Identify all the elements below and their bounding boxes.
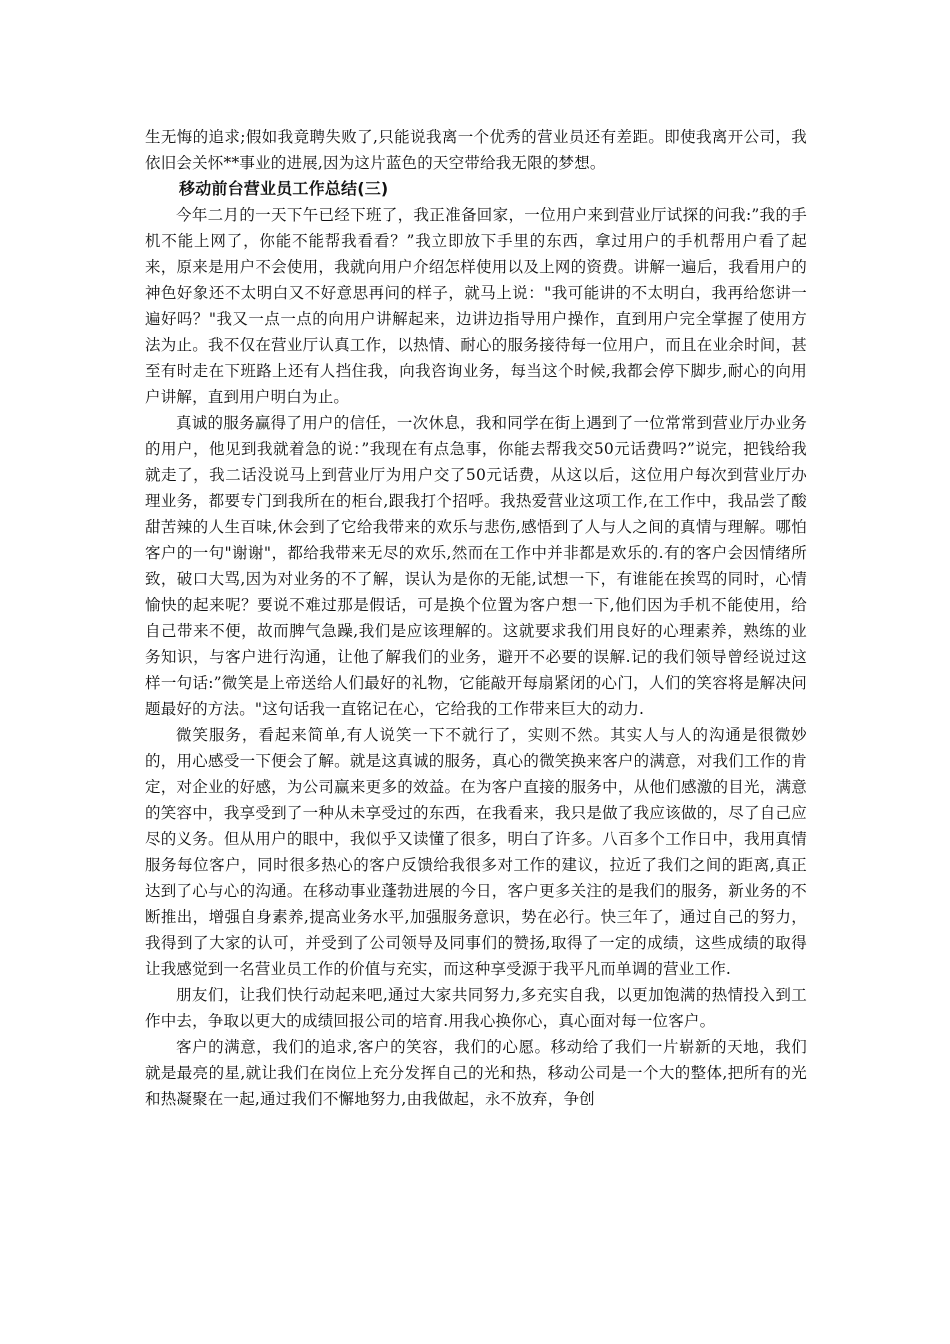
paragraph-2: 真诚的服务赢得了用户的信任，一次休息，我和同学在街上遇到了一位常常到营业厅办业务的用户，他见到我就着急的说：”我现在有点急事，你能去帮我交50元话费吗?”说完，把钱给我就走了，我二话没说马上到营业厅为用户交了50元话费，从这以后，这位用户每次到营业厅办理业务，都要专门到我所在的柜台,跟我打个招呼。我热爱营业这项工作,在工作中，我品尝了酸甜苦辣的人生百味,休会到了它给我带来的欢乐与悲伤,感悟到了人与人之间的真情与理解。哪怕客户的一句"谢谢"，都给我带来无尽的欢乐,然而在工作中并非都是欢乐的.有的客户会因情绪所致，破口大骂,因为对业务的不了解，误认为是你的无能,试想一下，有谁能在挨骂的同时，心情愉快的起来呢？要说不难过那是假话，可是换个位置为客户想一下,他们因为手机不能使用，给自己带来不便，故而脾气急躁,我们是应该理解的。这就要求我们用良好的心理素养，熟练的业务知识，与客户进行沟通，让他了解我们的业务，避开不必要的误解.记的我们领导曾经说过这样一句话:”微笑是上帝送给人们最好的礼物，它能敲开每扇紧闭的心门，人们的笑容将是解决问题最好的方法。"这句话我一直铭记在心，它给我的工作带来巨大的动力.: [145, 414, 807, 718]
paragraph-continuation: 生无悔的追求;假如我竟聘失败了,只能说我离一个优秀的营业员还有差距。即使我离开公司，我依旧会关怀**事业的进展,因为这片蓝色的天空带给我无限的梦想。: [145, 128, 807, 172]
paragraph-3: 微笑服务，看起来简单,有人说笑一下不就行了，实则不然。其实人与人的沟通是很微妙的，用心感受一下便会了解。就是这真诚的服务，真心的微笑换来客户的满意，对我们工作的肯定，对企业的好感，为公司赢来更多的效益。在为客户直接的服务中，从他们感激的目光，满意的笑容中，我享受到了一种从未享受过的东西，在我看来，我只是做了我应该做的，尽了自己应尽的义务。但从用户的眼中，我似乎又读懂了很多，明白了许多。八百多个工作日中，我用真情服务每位客户，同时很多热心的客户反馈给我很多对工作的建议，拉近了我们之间的距离,真正达到了心与心的沟通。在移动事业蓬勃进展的今日，客户更多关注的是我们的服务，新业务的不断推出，增强自身素养,提高业务水平,加强服务意识，势在必行。快三年了，通过自己的努力，我得到了大家的认可，并受到了公司领导及同事们的赞扬,取得了一定的成绩，这些成绩的取得让我感觉到一名营业员工作的价值与充实，而这种享受源于我平凡而单调的营业工作.: [145, 726, 807, 978]
paragraph-5: 客户的满意，我们的追求,客户的笑容，我们的心愿。移动给了我们一片崭新的天地，我们就是最亮的星,就让我们在岗位上充分发挥自己的光和热，移动公司是一个大的整体,把所有的光和热凝聚在一起,通过我们不懈地努力,由我做起，永不放弃，争创: [145, 1038, 807, 1108]
paragraph-1: 今年二月的一天下午已经下班了，我正准备回家，一位用户来到营业厅试探的问我:”我的手机不能上网了，你能不能帮我看看？”我立即放下手里的东西，拿过用户的手机帮用户看了起来，原来是用户不会使用，我就向用户介绍怎样使用以及上网的资费。讲解一遍后，我看用户的神色好象还不太明白又不好意思再问的样子，就马上说："我可能讲的不太明白，我再给您讲一遍好吗？"我又一点一点的向用户讲解起来，边讲边指导用户操作，直到用户完全掌握了使用方法为止。我不仅在营业厅认真工作，以热情、耐心的服务接待每一位用户，而且在业余时间，甚至有时走在下班路上还有人挡住我，向我咨询业务，每当这个时候,我都会停下脚步,耐心的向用户讲解，直到用户明白为止。: [145, 206, 807, 406]
section-heading: 移动前台营业员工作总结(三): [179, 179, 389, 198]
document-body: [145, 124, 807, 1112]
paragraph-4: 朋友们，让我们快行动起来吧,通过大家共同努力,多充实自我，以更加饱满的热情投入到工作中去，争取以更大的成绩回报公司的培育.用我心换你心，真心面对每一位客户。: [145, 986, 807, 1030]
